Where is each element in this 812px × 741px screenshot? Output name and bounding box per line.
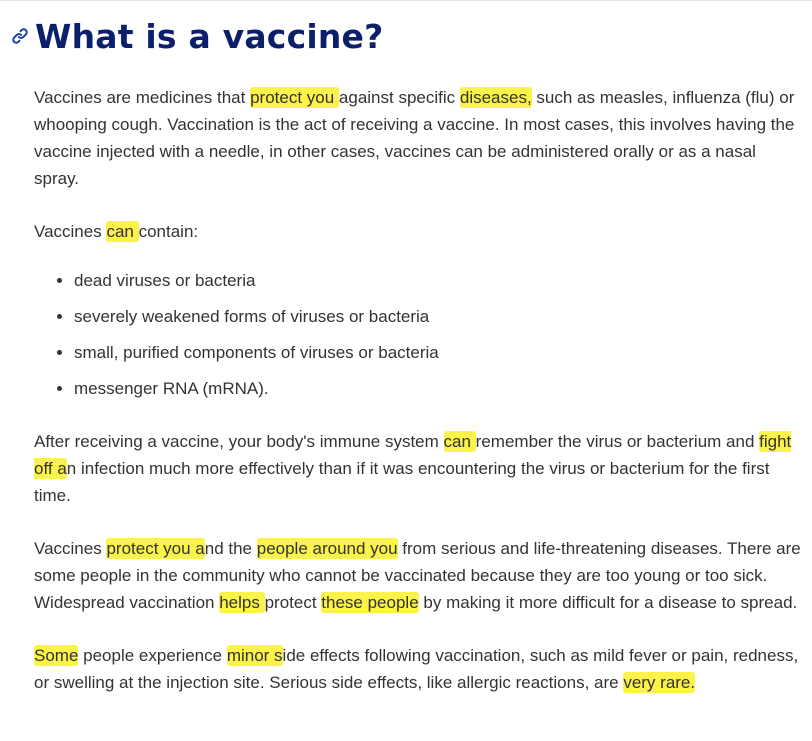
text: ide effects following vaccination, such as mild fever or pain, redness, or swelling at the injection site. Serious side effects, like allergic reactions, are bbox=[34, 646, 799, 692]
text: Vaccines are medicines that bbox=[34, 88, 251, 107]
list-item: • dead viruses or bacteria bbox=[74, 267, 804, 294]
list-item: • severely weakened forms of viruses or bacteria bbox=[74, 303, 804, 330]
highlight: fight off a bbox=[34, 432, 792, 478]
paragraph-intro bbox=[34, 84, 804, 192]
paragraph-protect bbox=[34, 535, 804, 616]
top-divider bbox=[0, 0, 812, 1]
list-item: • small, purified components of viruses or bacteria bbox=[74, 339, 804, 366]
highlight: these people bbox=[321, 593, 419, 612]
highlight: protect you a bbox=[106, 539, 205, 558]
highlight: can bbox=[443, 432, 476, 451]
contents-list bbox=[34, 267, 804, 402]
text: Vaccines bbox=[34, 222, 107, 241]
highlight: helps bbox=[219, 593, 265, 612]
paragraph-contain bbox=[34, 218, 804, 245]
text: from serious and life-threatening diseases. There are some people in the community who cannot be vaccinated because they are too young or too sick. Widespread vaccination bbox=[34, 539, 801, 612]
text: n infection much more effectively than if it was encountering the virus or bacterium for the first time. bbox=[34, 459, 770, 505]
text: by making it more difficult for a disease to spread. bbox=[418, 593, 798, 612]
highlight: people around you bbox=[256, 539, 398, 558]
paragraph-side-effects bbox=[34, 642, 804, 696]
text: protect bbox=[264, 593, 322, 612]
highlight: very rare. bbox=[623, 673, 696, 692]
paragraph-immune bbox=[34, 428, 804, 509]
text: contain: bbox=[138, 222, 199, 241]
highlight: minor s bbox=[226, 646, 283, 665]
highlight: can bbox=[106, 222, 139, 241]
text: people experience bbox=[78, 646, 227, 665]
link-icon[interactable] bbox=[10, 26, 30, 46]
link-icon-glyph bbox=[11, 27, 29, 45]
text: remember the virus or bacterium and bbox=[475, 432, 760, 451]
page-title: What is a vaccine? bbox=[35, 16, 384, 56]
section-heading-row bbox=[10, 14, 383, 58]
article-body bbox=[34, 84, 804, 722]
highlight: diseases, bbox=[459, 88, 532, 107]
text: Vaccines bbox=[34, 539, 107, 558]
list-item: • messenger RNA (mRNA). bbox=[74, 375, 804, 402]
text: After receiving a vaccine, your body's immune system bbox=[34, 432, 444, 451]
highlight: Some bbox=[34, 646, 79, 665]
text: against specific bbox=[338, 88, 460, 107]
highlight: protect you bbox=[250, 88, 339, 107]
text: nd the bbox=[204, 539, 257, 558]
text: such as measles, influenza (flu) or whooping cough. Vaccination is the act of receiving a vaccine. In most cases, this involves having the vaccine injected with a needle, in other cases, vaccines can be administered orally or as a nasal spray. bbox=[34, 88, 795, 188]
